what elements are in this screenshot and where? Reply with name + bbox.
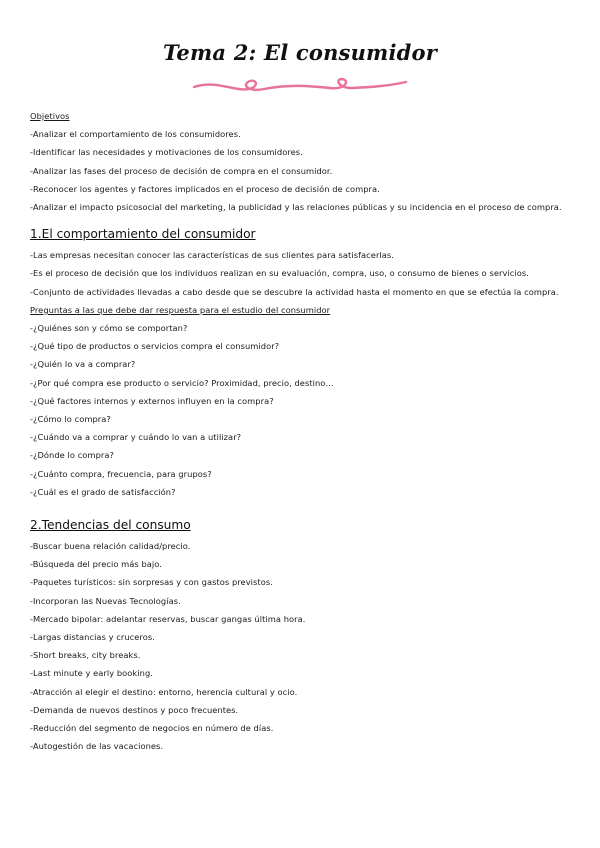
question-item: -¿Por qué compra ese producto o servicio? Proximidad, precio, destino… bbox=[30, 377, 334, 388]
question-item: -¿Quiénes son y cómo se comportan? bbox=[30, 323, 188, 334]
section-1-item: -Las empresas necesitan conocer las características de sus clientes para satisfacerlas. bbox=[30, 250, 394, 261]
trend-item: -Mercado bipolar: adelantar reservas, buscar gangas última hora. bbox=[30, 613, 306, 624]
section-2-heading: 2.Tendencias del consumo bbox=[30, 518, 191, 533]
trend-item: -Búsqueda del precio más bajo. bbox=[30, 559, 162, 570]
question-item: -¿Cómo lo compra? bbox=[30, 414, 111, 425]
trend-item: -Autogestión de las vacaciones. bbox=[30, 741, 164, 752]
trend-item: -Buscar buena relación calidad/precio. bbox=[30, 541, 191, 552]
objective-item: -Analizar las fases del proceso de decisión de compra en el consumidor. bbox=[30, 165, 333, 176]
section-1-item: -Conjunto de actividades llevadas a cabo desde que se descubre la actividad hasta el momento en que se efectúa la compra. bbox=[30, 286, 559, 297]
section-comportamiento bbox=[30, 226, 575, 501]
decorative-swirl-divider bbox=[190, 72, 410, 98]
question-item: -¿Qué factores internos y externos influyen en la compra? bbox=[30, 395, 274, 406]
trend-item: -Largas distancias y cruceros. bbox=[30, 632, 155, 643]
questions-heading: Preguntas a las que debe dar respuesta para el estudio del consumidor bbox=[30, 304, 331, 315]
objective-item: -Reconocer los agentes y factores implicados en el proceso de decisión de compra. bbox=[30, 183, 380, 194]
objective-item: -Analizar el comportamiento de los consumidores. bbox=[30, 129, 241, 140]
objective-item: -Analizar el impacto psicosocial del marketing, la publicidad y las relaciones públicas y su incidencia en el proceso de compra. bbox=[30, 202, 562, 213]
question-item: -¿Dónde lo compra? bbox=[30, 450, 114, 461]
trend-item: -Atracción al elegir el destino: entorno, herencia cultural y ocio. bbox=[30, 686, 298, 697]
question-item: -¿Quién lo va a comprar? bbox=[30, 359, 136, 370]
question-item: -¿Qué tipo de productos o servicios compra el consumidor? bbox=[30, 341, 280, 352]
trend-item: -Last minute y early booking. bbox=[30, 668, 153, 679]
section-1-heading: 1.El comportamiento del consumidor bbox=[30, 227, 256, 242]
trend-item: -Short breaks, city breaks. bbox=[30, 650, 141, 661]
objective-item: -Identificar las necesidades y motivaciones de los consumidores. bbox=[30, 147, 303, 158]
section-tendencias bbox=[30, 517, 575, 755]
page-title: Tema 2: El consumidor bbox=[163, 40, 437, 65]
trend-item: -Incorporan las Nuevas Tecnologías. bbox=[30, 595, 181, 606]
objectives-section bbox=[30, 107, 575, 216]
document-body bbox=[30, 107, 575, 756]
section-1-item: -Es el proceso de decisión que los individuos realizan en su evaluación, compra, uso, o consumo de bienes o servicios. bbox=[30, 268, 529, 279]
question-item: -¿Cuánto compra, frecuencia, para grupos? bbox=[30, 468, 212, 479]
trend-item: -Paquetes turísticos: sin sorpresas y con gastos previstos. bbox=[30, 577, 273, 588]
trend-item: -Reducción del segmento de negocios en número de días. bbox=[30, 723, 274, 734]
question-item: -¿Cuál es el grado de satisfacción? bbox=[30, 486, 176, 497]
trend-item: -Demanda de nuevos destinos y poco frecuentes. bbox=[30, 704, 239, 715]
question-item: -¿Cuándo va a comprar y cuándo lo van a utilizar? bbox=[30, 432, 242, 443]
objectives-heading: Objetivos bbox=[30, 111, 70, 121]
